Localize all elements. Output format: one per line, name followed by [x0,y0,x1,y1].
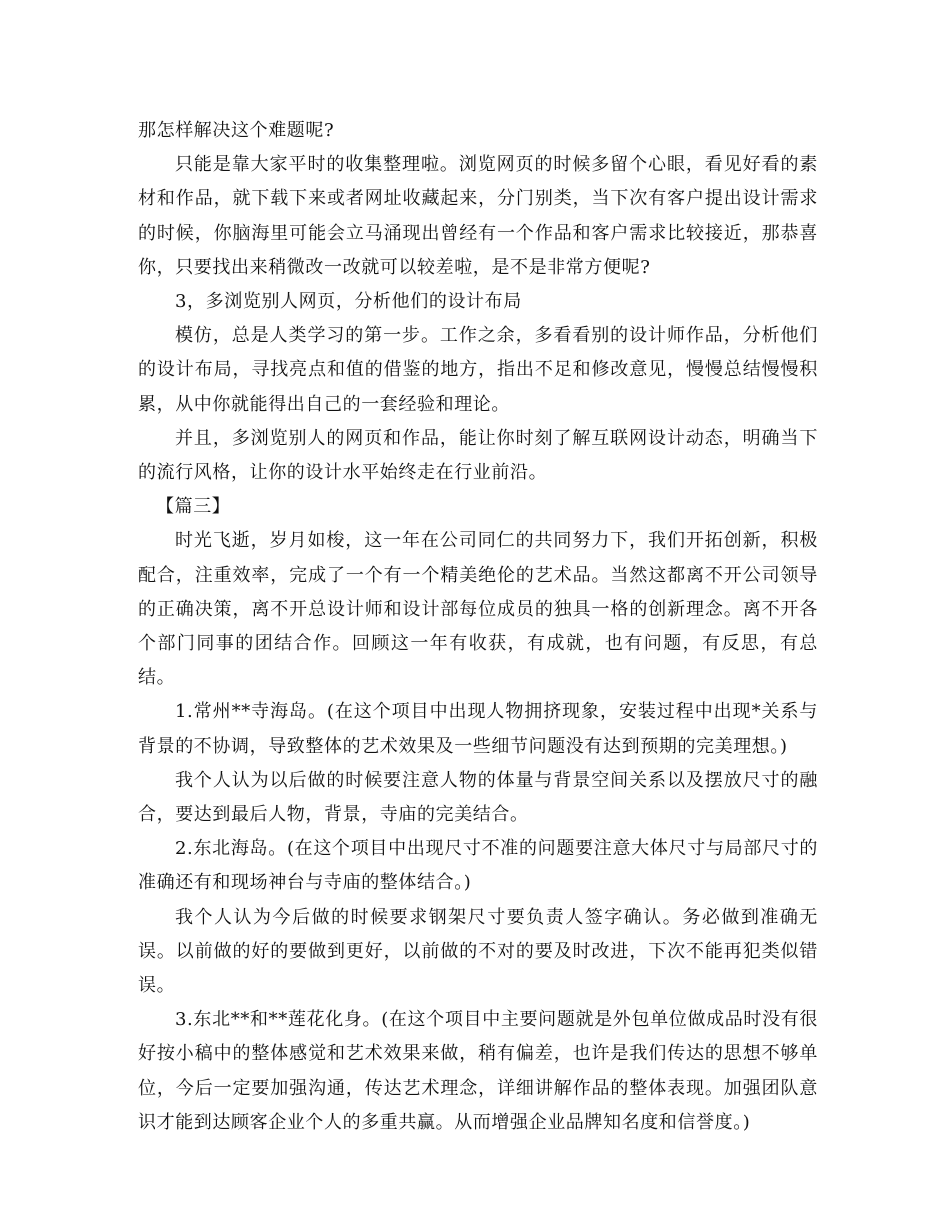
paragraph-year-review: 时光飞逝，岁月如梭，这一年在公司同仁的共同努力下，我们开拓创新，积极配合，注重效率，完成了一个有一个精美绝伦的艺术品。当然这都离不开公司领导的正确决策，离不开总设计师和设计部每位成员的独具一格的创新理念。离不开各个部门同事的团结合作。回顾这一年有收获，有成就，也有问题，有反思，有总结。 [138,530,818,689]
paragraph-collect-materials: 只能是靠大家平时的收集整理啦。浏览网页的时候多留个心眼，看见好看的素材和作品，就下载下来或者网址收藏起来，分门别类，当下次有客户提出设计需求的时候，你脑海里可能会立马涌现出曾经有一个作品和客户需求比较接近，那恭喜你，只要找出来稍微改一改就可以较差啦，是不是非常方便呢? [138,154,818,278]
paragraph-project-1-reflection: 我个人认为以后做的时候要注意人物的体量与背景空间关系以及摆放尺寸的融合，要达到最后人物，背景，寺庙的完美结合。 [138,769,818,826]
document-body [138,114,818,1140]
paragraph-browse-trends: 并且，多浏览别人的网页和作品，能让你时刻了解互联网设计动态，明确当下的流行风格，让你的设计水平始终走在行业前沿。 [138,427,818,484]
paragraph-project-2: 2.东北海岛。(在这个项目中出现尺寸不准的问题要注意大体尺寸与局部尺寸的准确还有和现场神台与寺庙的整体结合。) [138,838,818,894]
paragraph-project-3: 3.东北**和**莲花化身。(在这个项目中主要问题就是外包单位做成品时没有很好按小稿中的整体感觉和艺术效果来做，稍有偏差，也许是我们传达的思想不够单位，今后一定要加强沟通，传达艺术理念，详细讲解作品的整体表现。加强团队意识才能到达顾客企业个人的多重共赢。从而增强企业品牌知名度和信誉度。) [138,1009,818,1133]
paragraph-imitation: 模仿，总是人类学习的第一步。工作之余，多看看别的设计师作品，分析他们的设计布局，寻找亮点和值的借鉴的地方，指出不足和修改意见，慢慢总结慢慢积累，从中你就能得出自己的一套经验和理论。 [138,325,818,415]
paragraph-project-1: 1.常州**寺海岛。(在这个项目中出现人物拥挤现象，安装过程中出现*关系与背景的不协调，导致整体的艺术效果及一些细节问题没有达到预期的完美理想。) [138,701,818,757]
paragraph-project-2-reflection: 我个人认为今后做的时候要求钢架尺寸要负责人签字确认。务必做到准确无误。以前做的好的要做到更好，以前做的不对的要及时改进，下次不能再犯类似错误。 [138,906,818,997]
section-heading-part-three: 【篇三】 [156,496,231,518]
paragraph-tip-3-heading: 3，多浏览别人网页，分析他们的设计布局 [175,291,522,313]
paragraph-question: 那怎样解决这个难题呢? [138,120,335,141]
